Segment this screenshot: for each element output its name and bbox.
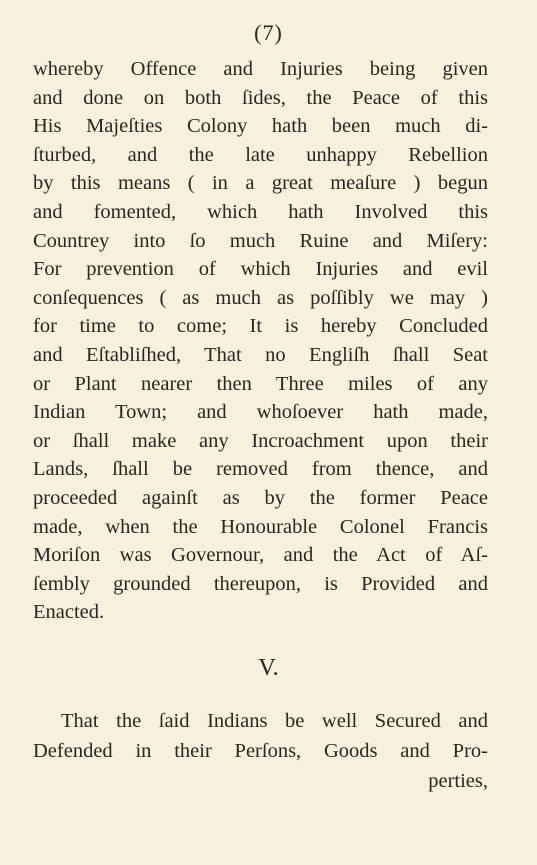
- text-line: ſembly grounded thereupon, is Provided and: [33, 572, 488, 595]
- text-line: ſturbed, and the late unhappy Rebellion: [33, 143, 488, 166]
- text-line: Lands, ſhall be removed from thence, and: [33, 458, 488, 481]
- paragraph-article-iv: [33, 55, 488, 627]
- text-line: made, when the Honourable Colonel Francis: [33, 515, 488, 538]
- text-line: and Eſtabliſhed, That no Engliſh ſhall Seat: [33, 343, 488, 366]
- page-number: (7): [254, 20, 283, 45]
- text-line: For prevention of which Injuries and evil: [33, 258, 488, 281]
- text-line: by this means ( in a great meaſure ) begun: [33, 172, 488, 195]
- text-line: perties,: [428, 770, 488, 792]
- text-line: Enacted.: [33, 601, 105, 624]
- text-line: conſequences ( as much as poſſibly we may ): [33, 286, 488, 309]
- text-line: proceeded againſt as by the former Peace: [33, 486, 488, 509]
- text-line: and done on both ſides, the Peace of this: [33, 86, 488, 109]
- text-line: and fomented, which hath Involved this: [33, 200, 488, 223]
- text-line: Indian Town; and whoſoever hath made,: [33, 401, 488, 424]
- text-line: That the ſaid Indians be well Secured and: [61, 710, 488, 732]
- text-line: whereby Offence and Injuries being given: [33, 58, 488, 80]
- section-heading: V.: [258, 655, 279, 681]
- text-line: Defended in their Perſons, Goods and Pro-: [33, 740, 488, 762]
- text-line: Moriſon was Governour, and the Act of Aſ-: [33, 544, 488, 567]
- text-line: or Plant nearer then Three miles of any: [33, 372, 488, 395]
- text-line: for time to come; It is hereby Concluded: [33, 315, 488, 338]
- paragraph-article-v: [33, 706, 488, 796]
- text-line: or ſhall make any Incroachment upon their: [33, 429, 488, 452]
- text-line: Countrey into ſo much Ruine and Miſery:: [33, 229, 488, 252]
- text-line: His Majeſties Colony hath been much di-: [33, 115, 488, 138]
